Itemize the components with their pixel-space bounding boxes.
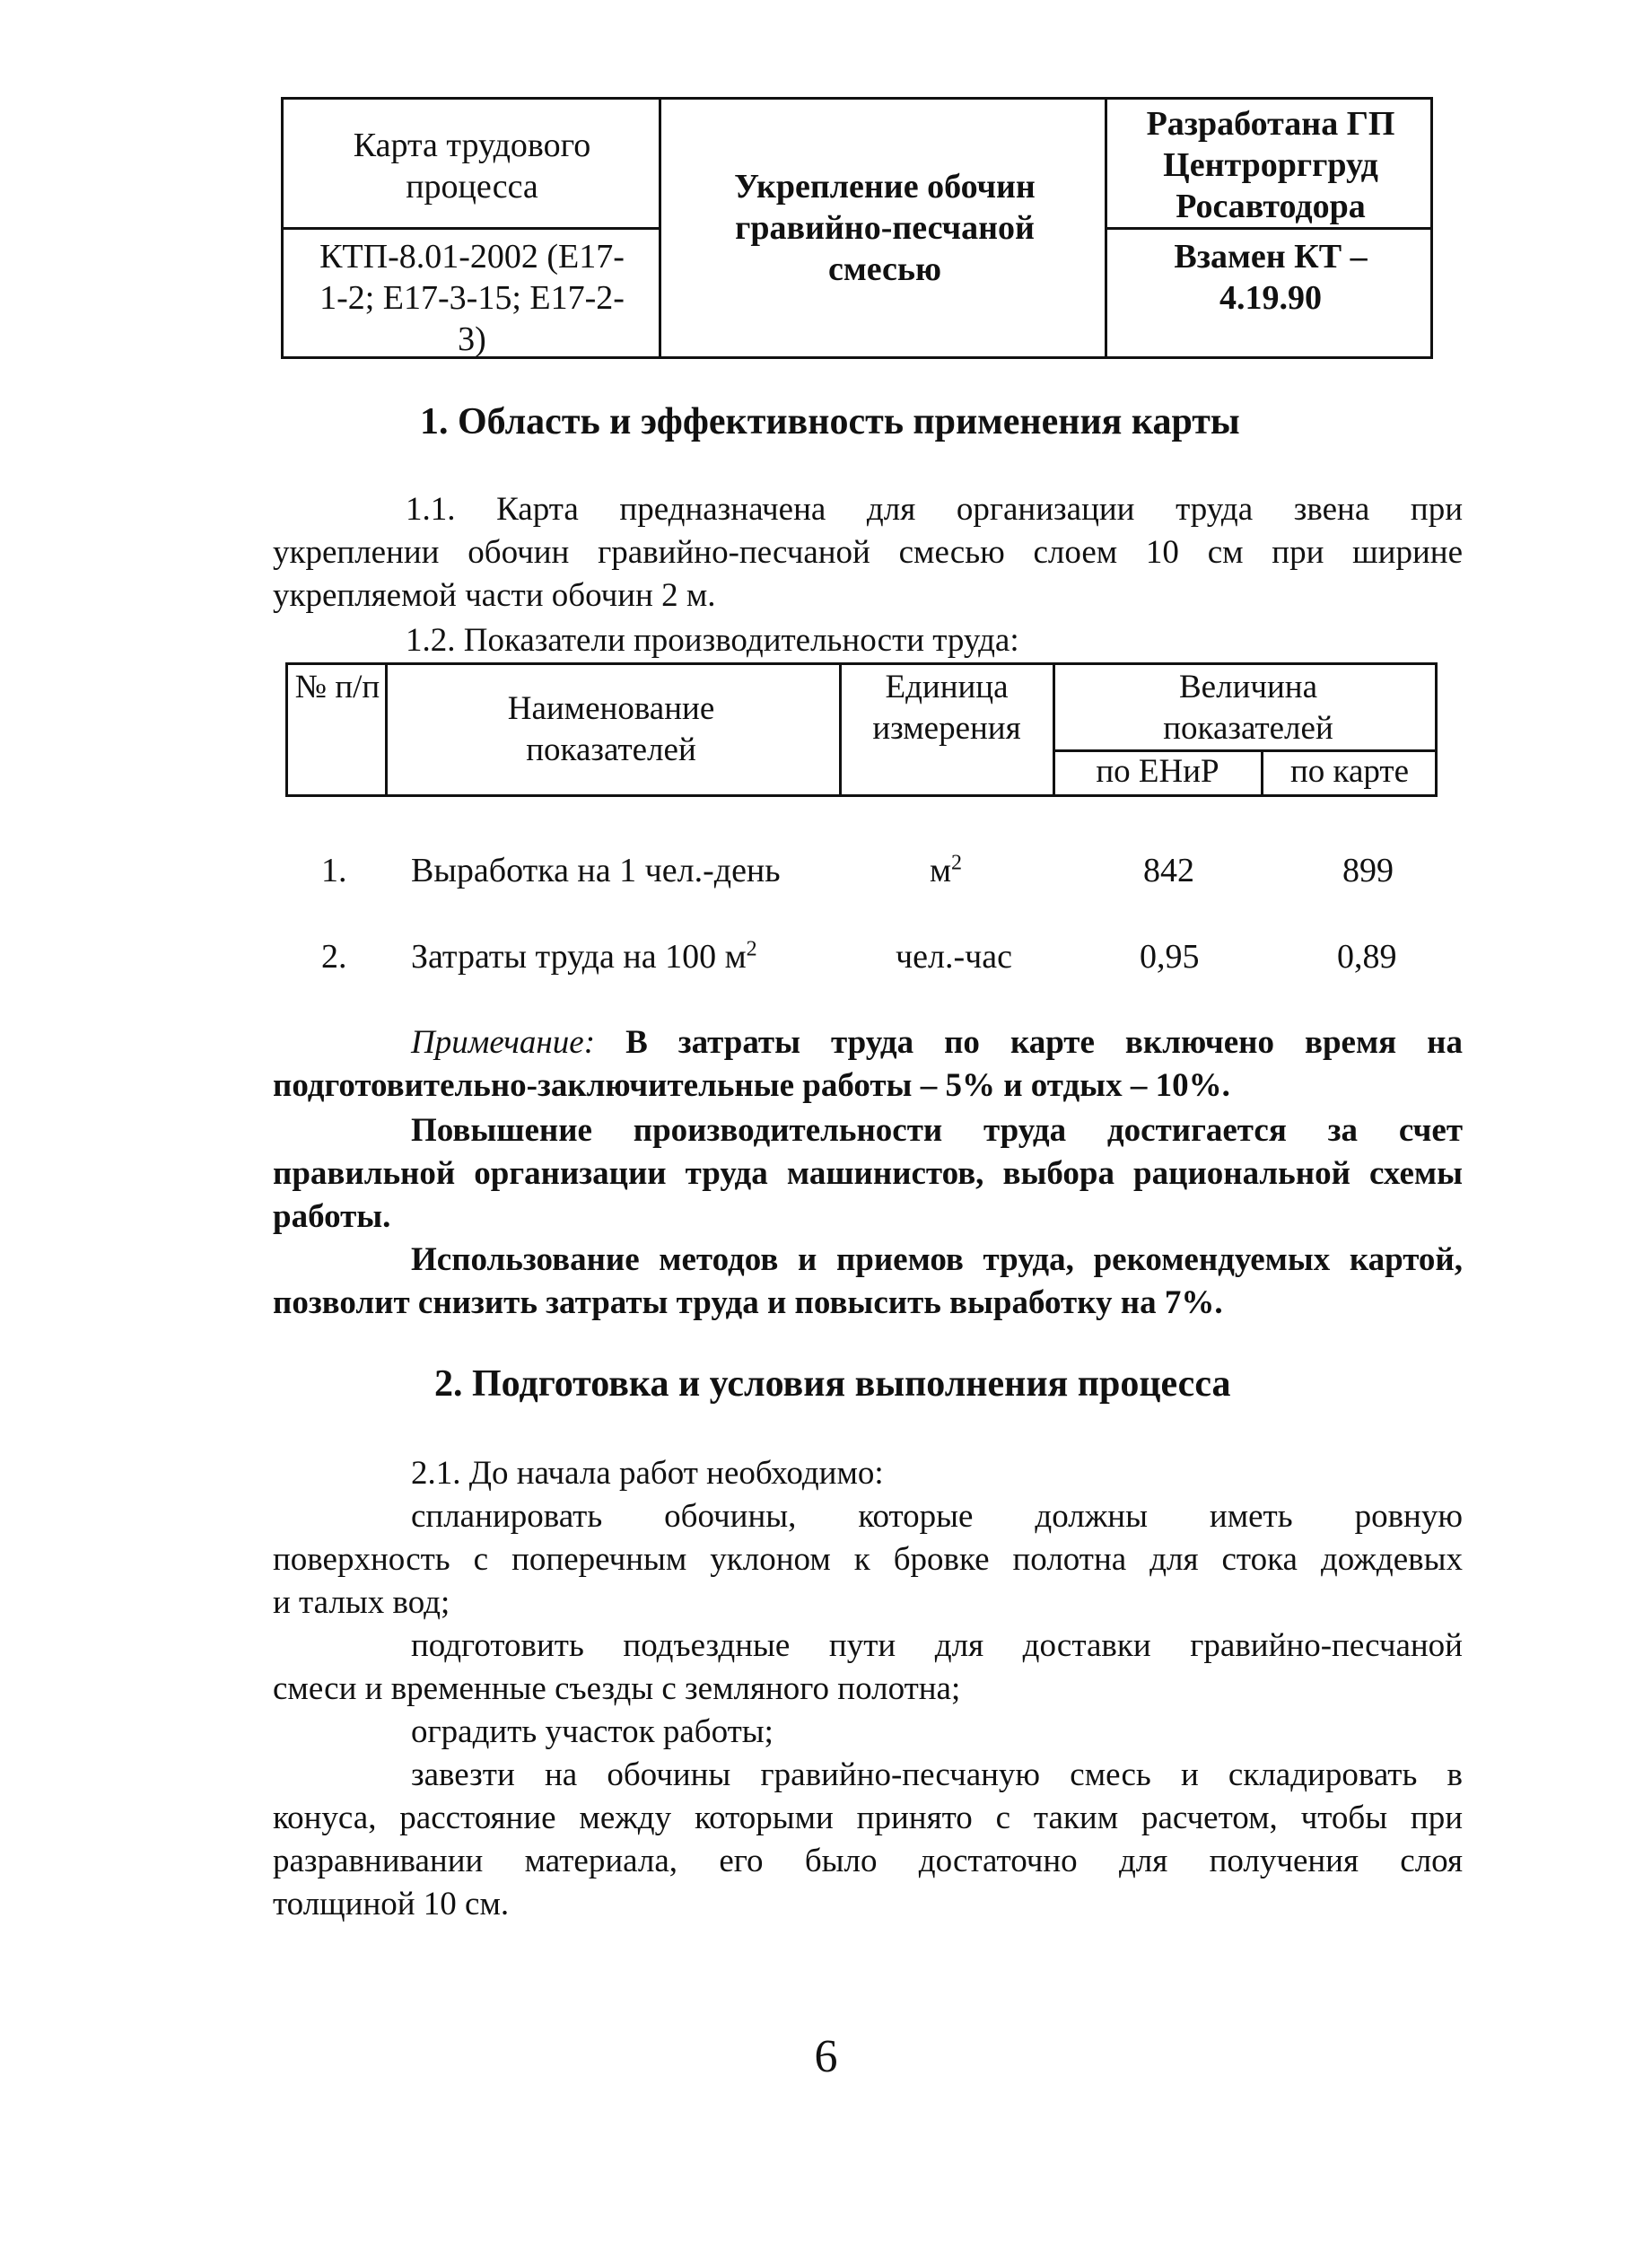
note-line: Примечание: В затраты труда по карте включено время на	[411, 1024, 1464, 1061]
list-item: оградить участок работы;	[411, 1713, 774, 1750]
col-unit-header: Единица измерения	[872, 669, 1021, 747]
note-line: подготовительно-заключительные работы – 5% и отдых – 10%.	[273, 1067, 1230, 1104]
col-card-header: по карте	[1290, 753, 1409, 790]
list-item-line: конуса, расстояние между которыми принято с таким расчетом, чтобы при	[273, 1800, 1463, 1836]
section-2-heading: 2. Подготовка и условия выполнения процесса	[434, 1363, 1231, 1405]
row-name: Выработка на 1 чел.-день	[411, 852, 781, 889]
card-title: Карта трудового процесса	[353, 127, 591, 206]
list-item-line: поверхность с поперечным уклоном к бровке полотна для стока дождевых	[273, 1541, 1463, 1578]
developer: Разработана ГП Центрорггруд Росавтодора	[1146, 105, 1395, 225]
list-item: спланировать обочины, которые должны иметь ровную	[411, 1498, 1463, 1535]
note-paragraph-line: позволит снизить затраты труда и повысить выработку на 7%.	[273, 1284, 1223, 1321]
header-divider	[659, 100, 661, 356]
table-divider	[1261, 749, 1263, 794]
col-enir-header: по ЕНиР	[1096, 753, 1219, 790]
note-paragraph-line: правильной организации труда машинистов, выбора рациональной схемы	[273, 1155, 1463, 1192]
indicators-table-header	[285, 662, 1438, 797]
table-divider	[1053, 665, 1055, 794]
paragraph-1-1: 1.1. Карта предназначена для организации труда звена при	[406, 491, 1463, 528]
list-item-line: смеси и временные съезды с земляного полотна;	[273, 1670, 961, 1707]
col-value-header: Величина показателей	[1163, 669, 1333, 747]
table-divider	[839, 665, 842, 794]
list-item: подготовить подъездные пути для доставки гравийно-песчаной	[411, 1627, 1463, 1664]
header-divider	[284, 227, 659, 230]
header-divider	[1105, 227, 1431, 230]
row-no: 1.	[321, 852, 347, 889]
replaces: Взамен КТ – 4.19.90	[1174, 238, 1368, 317]
table-divider	[385, 665, 388, 794]
row-enir: 842	[1143, 852, 1194, 889]
list-item-line: и талых вод;	[273, 1584, 450, 1621]
row-unit: $м^2$	[930, 851, 963, 889]
list-item-line: разравнивании материала, его было достаточно для получения слоя	[273, 1843, 1463, 1879]
note-paragraph: Использование методов и приемов труда, рекомендуемых картой,	[411, 1241, 1463, 1278]
row-unit: чел.-час	[896, 938, 1012, 976]
page-number: 6	[814, 2031, 838, 2082]
row-enir: 0,95	[1140, 938, 1200, 976]
list-item: завезти на обочины гравийно-песчаную смесь и складировать в	[411, 1756, 1463, 1793]
process-name: Укрепление обочин гравийно-песчаной смесью	[734, 168, 1036, 288]
row-card: 0,89	[1337, 938, 1397, 976]
card-code: КТП-8.01-2002 (Е17-1-2; Е17-3-15; Е17-2-3)	[319, 238, 625, 358]
note-paragraph-line: работы.	[273, 1198, 391, 1235]
paragraph-2-1: 2.1. До начала работ необходимо:	[411, 1455, 884, 1492]
note-paragraph: Повышение производительности труда достигается за счет	[411, 1112, 1463, 1149]
header-table	[281, 97, 1433, 359]
paragraph-1-1-line: укрепляемой части обочин 2 м.	[273, 577, 716, 614]
note-label: Примечание:	[411, 1024, 596, 1061]
row-card: 899	[1342, 852, 1394, 889]
row-name: Затраты труда на 100 $м^2$	[411, 937, 757, 976]
paragraph-1-2: 1.2. Показатели производительности труда:	[406, 622, 1019, 659]
col-name-header: Наименование показателей	[507, 690, 715, 768]
paragraph-1-1-line: укреплении обочин гравийно-песчаной смесью слоем 10 см при ширине	[273, 534, 1463, 571]
row-no: 2.	[321, 938, 347, 976]
list-item-line: толщиной 10 см.	[273, 1886, 510, 1922]
col-no-header: № п/п	[294, 669, 380, 705]
section-1-heading: 1. Область и эффективность применения карты	[420, 401, 1240, 442]
